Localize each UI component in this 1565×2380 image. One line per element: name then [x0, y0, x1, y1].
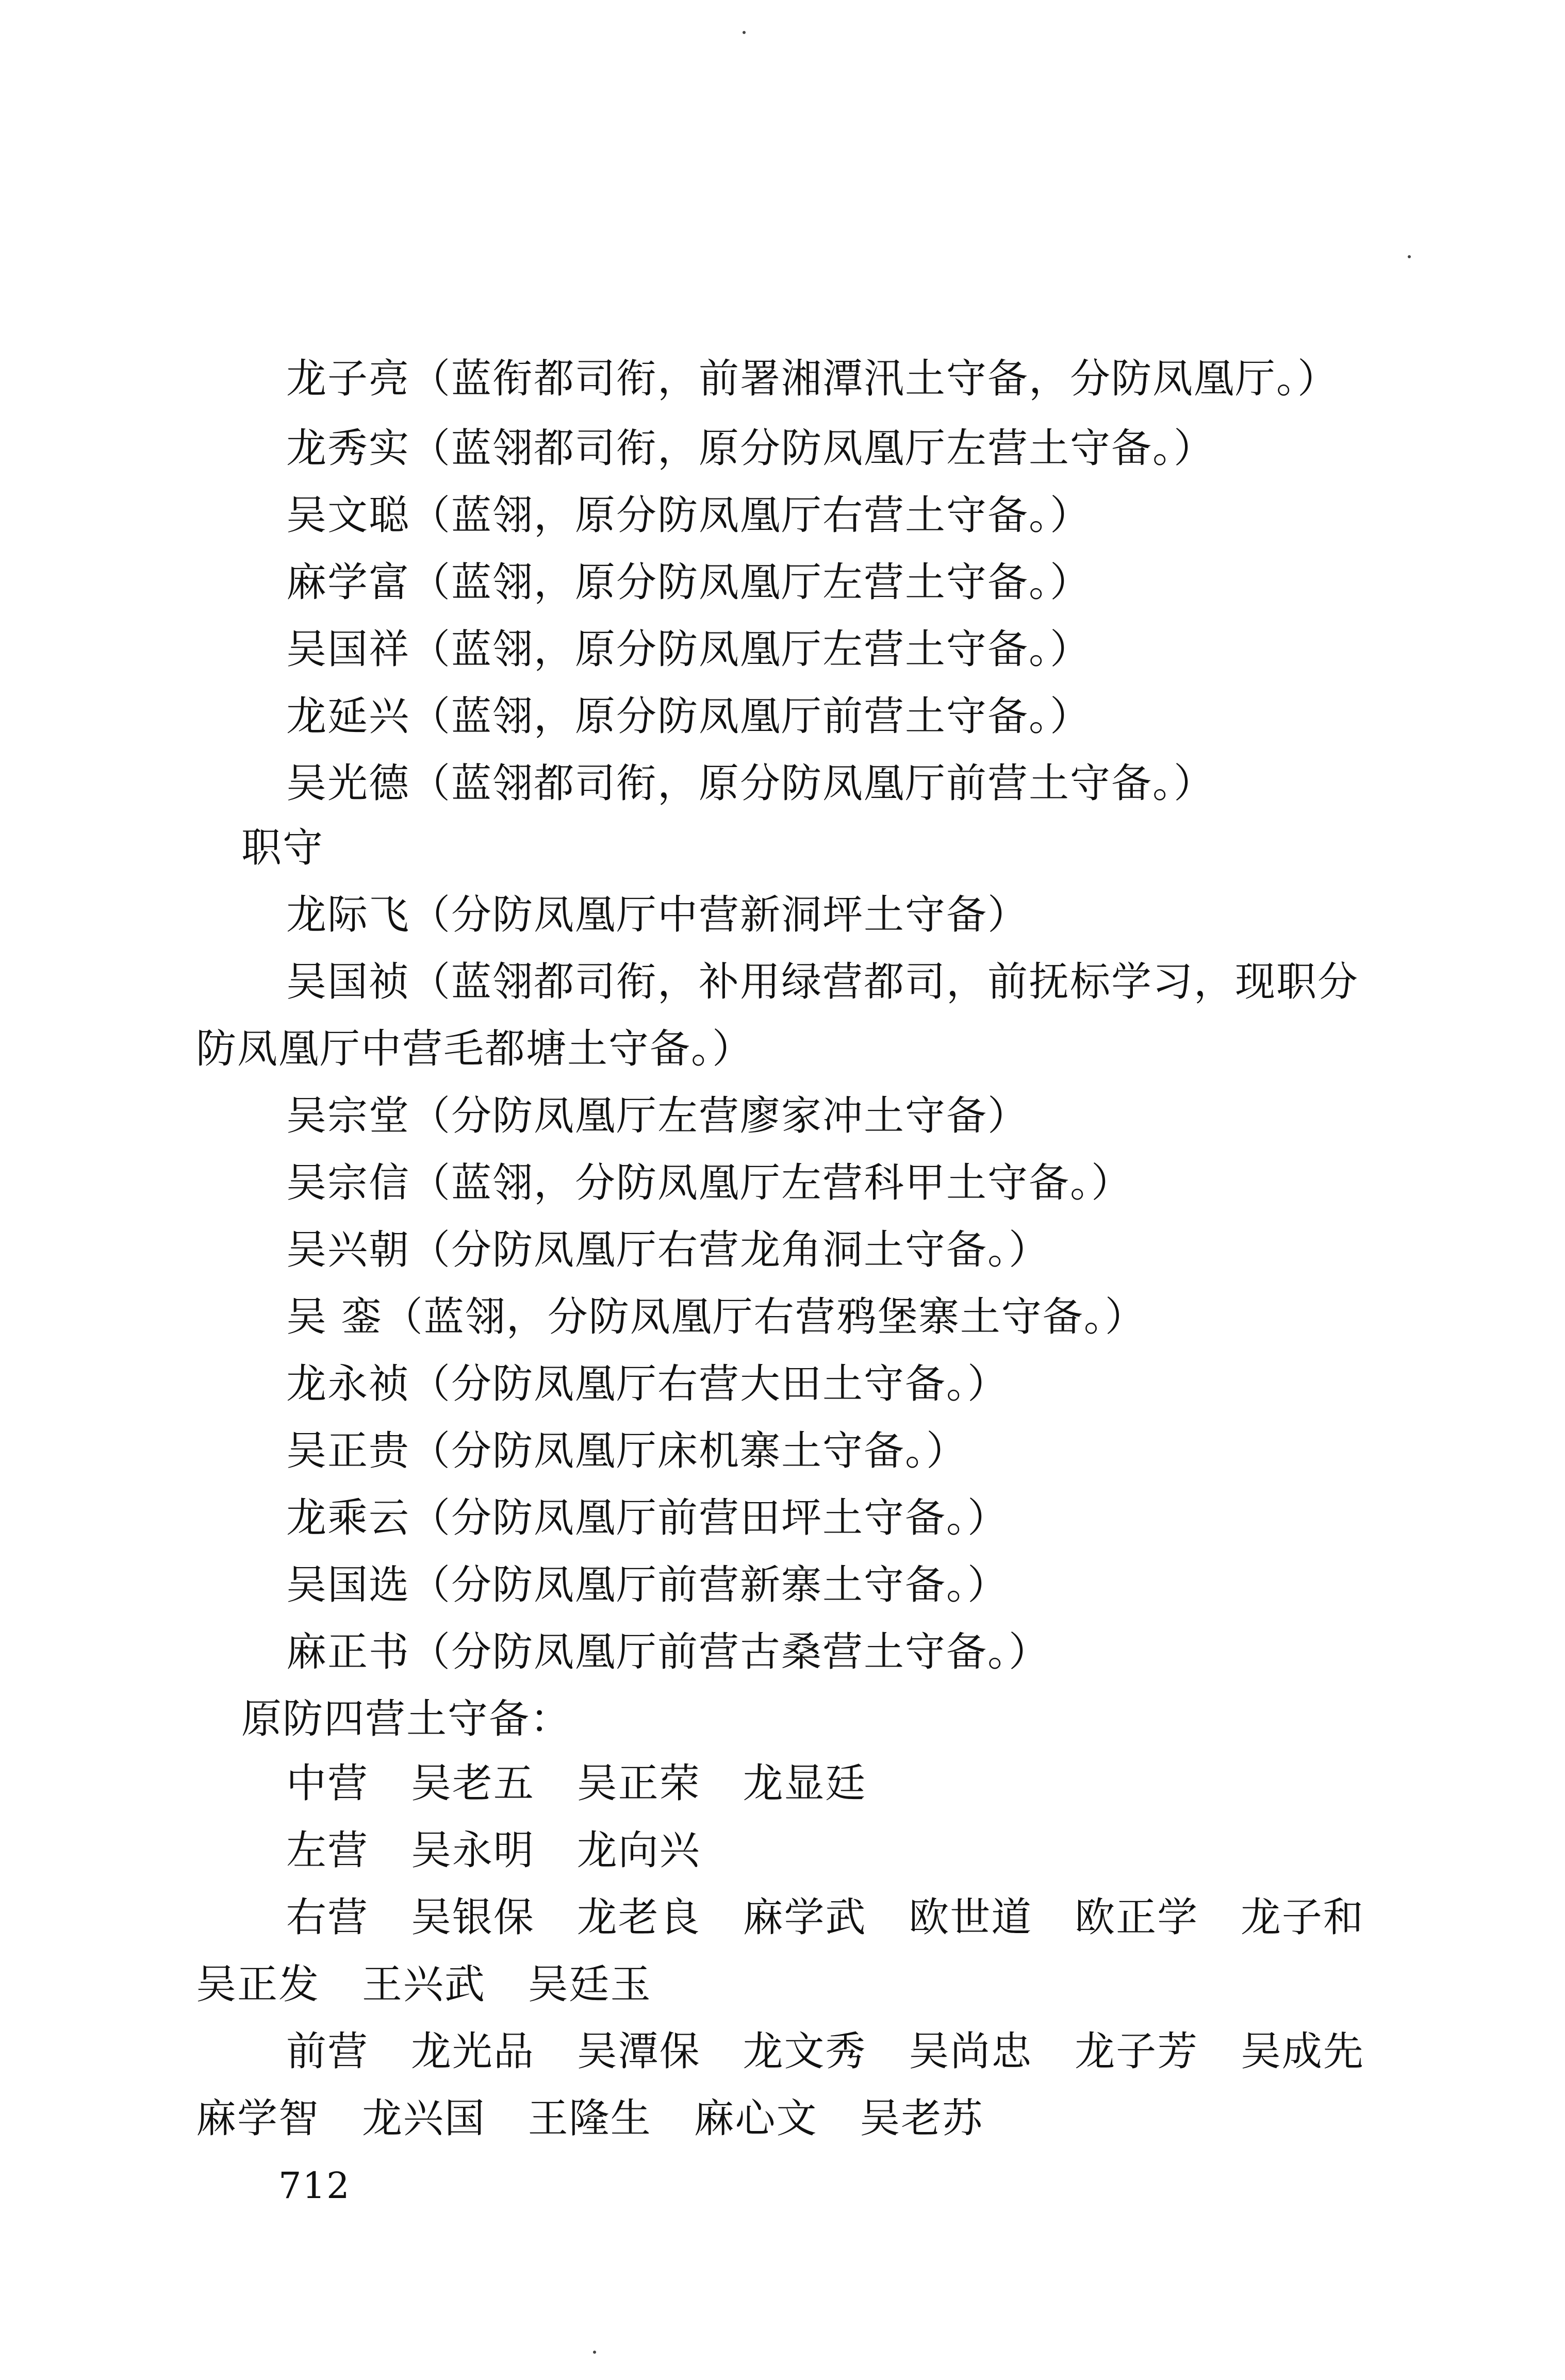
page-number: 712 — [278, 2165, 351, 2207]
name: 吴正发 — [196, 1961, 320, 2008]
entry-line: 吴正贵（分防凤凰厅床机寨土守备。） — [286, 1428, 968, 1474]
entry-line: 麻学富（蓝翎，原分防凤凰厅左营土守备。） — [286, 559, 1092, 606]
entry-line: 龙子亮（蓝衔都司衔，前署湘潭汛土守备，分防凤凰厅。） — [286, 356, 1339, 402]
scan-speck — [593, 2351, 596, 2354]
name: 龙向兴 — [576, 1827, 701, 1874]
name: 欧世道 — [909, 1894, 1033, 1941]
name: 欧正学 — [1075, 1894, 1199, 1941]
name: 吴廷玉 — [528, 1961, 652, 2008]
name: 龙文秀 — [743, 2028, 867, 2075]
entry-line: 龙秀实（蓝翎都司衔，原分防凤凰厅左营土守备。） — [286, 425, 1215, 472]
name: 麻心文 — [694, 2095, 818, 2142]
name: 龙子芳 — [1075, 2028, 1199, 2075]
scan-speck — [1408, 255, 1411, 258]
entry-line: 吴国选（分防凤凰厅前营新寨土守备。） — [286, 1562, 1009, 1608]
camp-label: 右营 — [286, 1894, 369, 1941]
camp-row-you — [286, 1894, 1364, 1941]
entry-line: 吴宗信（蓝翎，分防凤凰厅左营科甲土守备。） — [286, 1160, 1133, 1206]
entry-line: 龙延兴（蓝翎，原分防凤凰厅前营土守备。） — [286, 693, 1092, 740]
name: 龙子和 — [1240, 1894, 1364, 1941]
camp-row-qian — [286, 2028, 1364, 2075]
name: 吴潭保 — [576, 2028, 701, 2075]
scan-speck — [743, 31, 746, 34]
name: 吴银保 — [410, 1894, 535, 1941]
name: 吴正荣 — [576, 1760, 701, 1807]
entry-line: 吴文聪（蓝翎，原分防凤凰厅右营土守备。） — [286, 492, 1092, 539]
name: 吴老苏 — [860, 2095, 984, 2142]
camp-row-you-continued — [196, 1961, 652, 2008]
camp-row-qian-continued — [196, 2095, 983, 2142]
name: 龙光品 — [410, 2028, 535, 2075]
section-heading: 职守 — [241, 825, 324, 871]
entry-line: 龙永祯（分防凤凰厅右营大田土守备。） — [286, 1361, 1009, 1407]
camp-row-zhong — [286, 1760, 866, 1807]
name: 麻学智 — [196, 2095, 320, 2142]
name: 王兴武 — [361, 1961, 486, 2008]
entry-line: 吴宗堂（分防凤凰厅左营廖家冲土守备） — [286, 1093, 1029, 1139]
name: 龙老良 — [576, 1894, 701, 1941]
section-heading: 原防四营土守备： — [241, 1696, 572, 1742]
camp-label: 左营 — [286, 1827, 369, 1874]
name: 吴永明 — [410, 1827, 535, 1874]
camp-row-zuo — [286, 1827, 701, 1874]
entry-line: 吴国祥（蓝翎，原分防凤凰厅左营土守备。） — [286, 626, 1092, 673]
name: 龙兴国 — [361, 2095, 486, 2142]
entry-line: 吴 銮（蓝翎，分防凤凰厅右营鸦堡寨土守备。） — [286, 1294, 1146, 1340]
entry-line: 麻正书（分防凤凰厅前营古桑营土守备。） — [286, 1629, 1050, 1675]
camp-label: 前营 — [286, 2028, 369, 2075]
entry-line-continued: 防凤凰厅中营毛都塘土守备。） — [196, 1026, 754, 1072]
entry-line: 吴光德（蓝翎都司衔，原分防凤凰厅前营土守备。） — [286, 760, 1215, 807]
name: 麻学武 — [743, 1894, 867, 1941]
name: 吴老五 — [410, 1760, 535, 1807]
entry-line: 吴国祯（蓝翎都司衔，补用绿营都司，前抚标学习，现职分 — [286, 959, 1359, 1005]
entry-line: 吴兴朝（分防凤凰厅右营龙角洞土守备。） — [286, 1227, 1050, 1273]
camp-label: 中营 — [286, 1760, 369, 1807]
name: 吴成先 — [1240, 2028, 1364, 2075]
name: 吴尚忠 — [909, 2028, 1033, 2075]
name: 龙显廷 — [743, 1760, 867, 1807]
name: 王隆生 — [528, 2095, 652, 2142]
entry-line: 龙乘云（分防凤凰厅前营田坪土守备。） — [286, 1495, 1009, 1541]
entry-line: 龙际飞（分防凤凰厅中营新洞坪土守备） — [286, 892, 1029, 938]
